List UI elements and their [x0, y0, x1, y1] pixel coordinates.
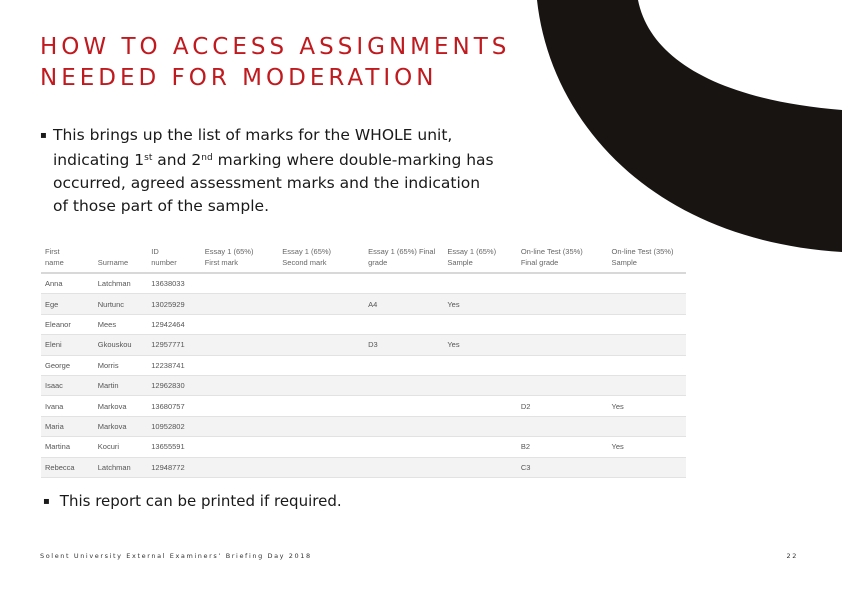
- table-cell: [517, 375, 608, 395]
- footer-text: Solent University External Examiners’ Briefing Day 2018: [40, 552, 312, 560]
- marks-table: [41, 243, 686, 478]
- table-cell: [364, 375, 443, 395]
- column-header-line: ID: [151, 247, 159, 256]
- table-cell: 12238741: [147, 355, 200, 375]
- bullet1-line2-part-a: indicating 1: [53, 151, 145, 169]
- table-cell: Markova: [94, 396, 148, 416]
- table-header-row: [41, 243, 686, 273]
- table-cell: [608, 314, 687, 334]
- table-cell: [443, 314, 516, 334]
- column-header-line: Essay 1 (65%) Final: [368, 247, 436, 256]
- table-cell: [278, 294, 364, 314]
- table-cell: [278, 355, 364, 375]
- table-cell: [608, 335, 687, 355]
- table-cell: Yes: [608, 396, 687, 416]
- table-cell: [364, 355, 443, 375]
- table-cell: Latchman: [94, 273, 148, 294]
- table-cell: [278, 396, 364, 416]
- table-cell: George: [41, 355, 94, 375]
- table-cell: [278, 314, 364, 334]
- bullet2-text: This report can be printed if required.: [59, 492, 342, 510]
- table-cell: Yes: [608, 437, 687, 457]
- table-cell: Maria: [41, 416, 94, 436]
- column-header-line: On-line Test (35%): [611, 247, 674, 256]
- table-cell: [278, 335, 364, 355]
- table-cell: [201, 416, 279, 436]
- table-cell: 13025929: [147, 294, 200, 314]
- table-cell: [364, 396, 443, 416]
- table-cell: 12948772: [147, 457, 200, 477]
- column-header-line: Sample: [611, 258, 637, 267]
- column-header: [608, 243, 687, 273]
- bullet-point-print-report: [43, 492, 342, 510]
- table-cell: 12942464: [147, 314, 200, 334]
- table-row: [41, 375, 686, 395]
- table-cell: [201, 457, 279, 477]
- bullet1-line2: [53, 147, 540, 172]
- table-cell: [517, 416, 608, 436]
- column-header: [94, 243, 148, 273]
- table-cell: [201, 355, 279, 375]
- table-cell: Nurtunc: [94, 294, 148, 314]
- table-cell: Yes: [443, 294, 516, 314]
- column-header: [443, 243, 516, 273]
- table-cell: Gkouskou: [94, 335, 148, 355]
- bullet1-line1: This brings up the list of marks for the WHOLE unit,: [53, 126, 453, 144]
- table-cell: Markova: [94, 416, 148, 436]
- table-cell: [517, 314, 608, 334]
- table-cell: 13655591: [147, 437, 200, 457]
- table-cell: 13680757: [147, 396, 200, 416]
- table-cell: [278, 375, 364, 395]
- table-cell: Latchman: [94, 457, 148, 477]
- table-cell: 10952802: [147, 416, 200, 436]
- table-cell: [201, 273, 279, 294]
- table-row: [41, 294, 686, 314]
- table-cell: [201, 437, 279, 457]
- table-row: [41, 355, 686, 375]
- column-header-line: Surname: [97, 258, 129, 267]
- table-cell: [608, 375, 687, 395]
- table-cell: [608, 457, 687, 477]
- table-cell: A4: [364, 294, 443, 314]
- column-header-line: [98, 246, 144, 257]
- column-header-line: Essay 1 (65%): [282, 247, 332, 256]
- column-header-line: Sample: [447, 258, 473, 267]
- column-header: [147, 243, 200, 273]
- marks-table-screenshot: [41, 243, 686, 478]
- table-cell: Ege: [41, 294, 94, 314]
- table-cell: [443, 396, 516, 416]
- table-cell: Rebecca: [41, 457, 94, 477]
- table-cell: [443, 273, 516, 294]
- column-header-line: Second mark: [282, 258, 327, 267]
- column-header-line: name: [45, 258, 64, 267]
- bullet1-line2-part-b: and 2: [152, 151, 202, 169]
- column-header-line: Essay 1 (65%): [447, 247, 497, 256]
- column-header-line: Final grade: [520, 258, 559, 267]
- table-cell: [608, 273, 687, 294]
- column-header: [201, 243, 279, 273]
- table-cell: Morris: [94, 355, 148, 375]
- table-cell: 13638033: [147, 273, 200, 294]
- table-body: [41, 273, 686, 477]
- table-row: [41, 416, 686, 436]
- decorative-ring-arc: [537, 0, 842, 252]
- bullet-icon: ▪: [43, 496, 50, 507]
- table-row: [41, 457, 686, 477]
- column-header: [364, 243, 443, 273]
- table-cell: [201, 396, 279, 416]
- table-cell: [201, 294, 279, 314]
- table-cell: Isaac: [41, 375, 94, 395]
- table-cell: [443, 355, 516, 375]
- column-header-line: grade: [368, 258, 388, 267]
- column-header-line: number: [151, 258, 177, 267]
- bullet1-line2-part-c: marking where double-marking has: [212, 151, 494, 169]
- slide-title-line2: NEEDED FOR MODERATION: [40, 65, 438, 91]
- slide-title-line1: HOW TO ACCESS ASSIGNMENTS: [40, 34, 511, 60]
- table-cell: [608, 416, 687, 436]
- table-cell: [201, 314, 279, 334]
- table-row: [41, 437, 686, 457]
- table-cell: [517, 294, 608, 314]
- slide-title: [40, 32, 540, 94]
- column-header-line: First mark: [204, 258, 239, 267]
- table-cell: [517, 335, 608, 355]
- table-cell: [443, 457, 516, 477]
- column-header-line: On-line Test (35%): [520, 247, 583, 256]
- table-cell: [364, 437, 443, 457]
- table-cell: [364, 273, 443, 294]
- table-cell: [201, 335, 279, 355]
- bullet1-sup-nd: nd: [201, 153, 213, 163]
- column-header-line: Essay 1 (65%): [204, 247, 254, 256]
- table-cell: Martina: [41, 437, 94, 457]
- table-row: [41, 396, 686, 416]
- page-number: 22: [786, 552, 798, 560]
- table-cell: [608, 355, 687, 375]
- table-cell: [517, 273, 608, 294]
- table-cell: [278, 437, 364, 457]
- table-cell: [278, 273, 364, 294]
- table-cell: [278, 457, 364, 477]
- table-cell: Mees: [94, 314, 148, 334]
- bullet1-sup-st: st: [144, 153, 153, 163]
- column-header: [41, 243, 94, 273]
- table-row: [41, 273, 686, 294]
- table-cell: B2: [517, 437, 608, 457]
- table-cell: 12957771: [147, 335, 200, 355]
- bullet-point-marks-list: [40, 124, 540, 218]
- table-cell: [517, 355, 608, 375]
- table-cell: [201, 375, 279, 395]
- table-cell: [608, 294, 687, 314]
- bullet-icon: ▪: [40, 130, 47, 141]
- table-cell: Ivana: [41, 396, 94, 416]
- table-cell: 12962830: [147, 375, 200, 395]
- bullet1-line4: of those part of the sample.: [53, 197, 270, 215]
- table-cell: [443, 416, 516, 436]
- column-header: [517, 243, 608, 273]
- table-cell: Yes: [443, 335, 516, 355]
- table-cell: [364, 457, 443, 477]
- bullet1-line3: occurred, agreed assessment marks and the indication: [53, 174, 481, 192]
- table-row: [41, 335, 686, 355]
- table-cell: Eleni: [41, 335, 94, 355]
- table-cell: C3: [517, 457, 608, 477]
- table-cell: D3: [364, 335, 443, 355]
- table-cell: Eleanor: [41, 314, 94, 334]
- table-cell: [364, 314, 443, 334]
- table-cell: [364, 416, 443, 436]
- column-header: [278, 243, 364, 273]
- table-row: [41, 314, 686, 334]
- table-cell: D2: [517, 396, 608, 416]
- table-cell: [443, 437, 516, 457]
- table-cell: [278, 416, 364, 436]
- table-cell: Anna: [41, 273, 94, 294]
- table-cell: Martin: [94, 375, 148, 395]
- column-header-line: First: [45, 247, 60, 256]
- table-cell: [443, 375, 516, 395]
- table-cell: Kocuri: [94, 437, 148, 457]
